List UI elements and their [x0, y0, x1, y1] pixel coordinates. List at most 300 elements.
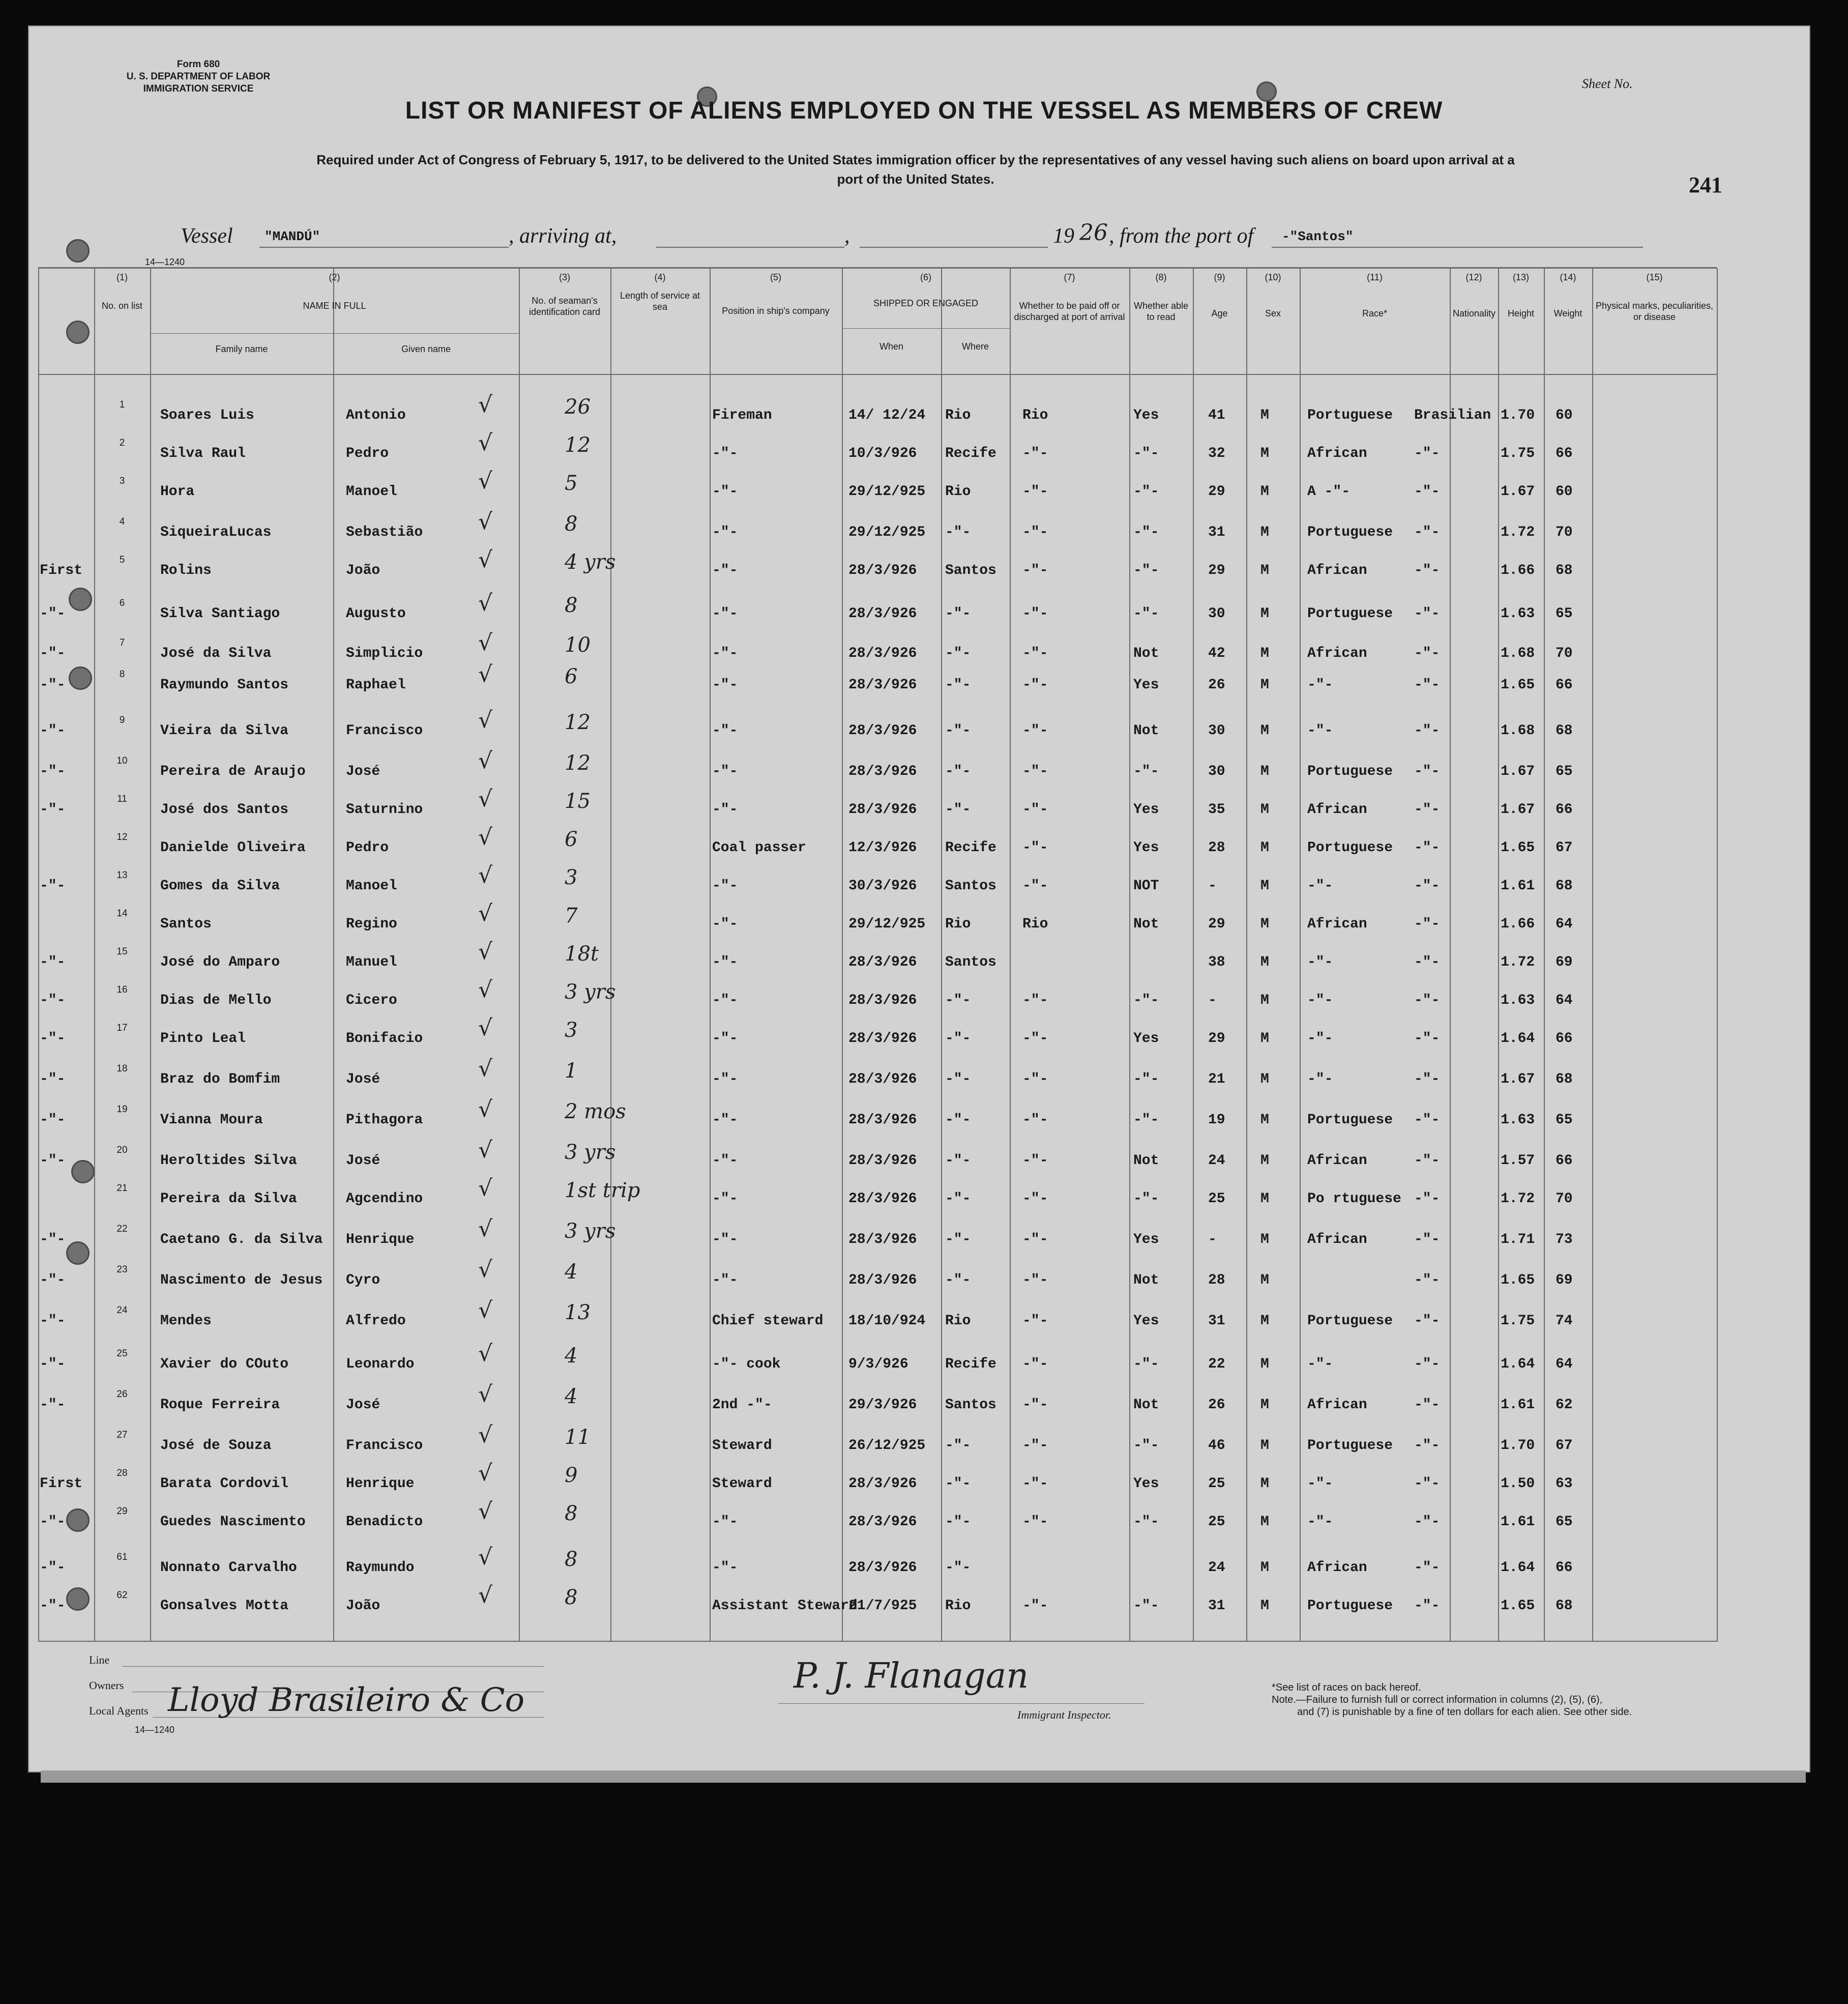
cell-age: 35: [1208, 802, 1225, 818]
cell-height: 1.63: [1501, 606, 1535, 622]
cell-race: Portuguese: [1307, 764, 1393, 779]
cell-where: -"-: [945, 606, 971, 622]
cell-given: José: [346, 1397, 380, 1413]
cell-position: -"-: [712, 1112, 738, 1128]
cell-family: José do Amparo: [160, 954, 280, 970]
cell-paid: -"-: [1022, 1071, 1048, 1087]
cell-position: -"- cook: [712, 1356, 781, 1372]
cell-height: 1.75: [1501, 1313, 1535, 1329]
row-number: 4: [119, 516, 125, 527]
checkmark-icon: √: [478, 630, 493, 656]
margin-note: -"-: [40, 954, 66, 970]
cell-weight: 66: [1556, 802, 1573, 818]
cell-position: -"-: [712, 764, 738, 779]
margin-note: -"-: [40, 646, 66, 661]
row-number: 6: [119, 598, 125, 608]
checkmark-icon: √: [478, 901, 493, 926]
margin-note: -"-: [40, 723, 66, 739]
cell-weight: 68: [1556, 1071, 1573, 1087]
margin-note: -"-: [40, 802, 66, 818]
column-header: Sex: [1265, 308, 1281, 318]
cell-sex: M: [1260, 916, 1269, 932]
cell-height: 1.61: [1501, 878, 1535, 894]
cell-read: -"-: [1133, 484, 1159, 500]
cell-when: 28/3/926: [848, 1514, 917, 1530]
cell-height: 1.63: [1501, 1112, 1535, 1128]
cell-paid: -"-: [1022, 677, 1048, 693]
cell-family: Barata Cordovil: [160, 1476, 289, 1492]
id-card-number: 8: [565, 512, 578, 536]
margin-note: -"-: [40, 1313, 66, 1329]
cell-read: -"-: [1133, 1438, 1159, 1454]
cell-weight: 62: [1556, 1397, 1573, 1413]
cell-weight: 68: [1556, 563, 1573, 578]
cell-height: 1.61: [1501, 1397, 1535, 1413]
cell-position: -"-: [712, 646, 738, 661]
cell-paid: -"-: [1022, 1438, 1048, 1454]
cell-when: 28/3/926: [848, 1232, 917, 1247]
name-subheader-line: [150, 333, 519, 334]
cell-height: 1.67: [1501, 764, 1535, 779]
cell-nationality: -"-: [1414, 764, 1440, 779]
row-number: 14: [116, 908, 128, 919]
column-header: Physical marks, peculiarities, or disease: [1595, 301, 1714, 322]
inspector-signature: P. J. Flanagan: [794, 1656, 1029, 1696]
cell-weight: 73: [1556, 1232, 1573, 1247]
cell-age: 42: [1208, 646, 1225, 661]
cell-read: Yes: [1133, 1476, 1159, 1492]
checkmark-icon: √: [478, 939, 493, 965]
cell-weight: 65: [1556, 1514, 1573, 1530]
cell-race: Po rtuguese: [1307, 1191, 1401, 1207]
id-card-number: 9: [565, 1464, 578, 1487]
checkmark-icon: √: [478, 1381, 493, 1407]
cell-sex: M: [1260, 1232, 1269, 1247]
cell-where: Rio: [945, 916, 971, 932]
cell-family: Heroltides Silva: [160, 1153, 297, 1169]
vessel-label: Vessel: [181, 224, 233, 248]
cell-sex: M: [1260, 1191, 1269, 1207]
cell-weight: 68: [1556, 723, 1573, 739]
cell-sex: M: [1260, 646, 1269, 661]
cell-sex: M: [1260, 1272, 1269, 1288]
cell-paid: -"-: [1022, 606, 1048, 622]
cell-age: 31: [1208, 1313, 1225, 1329]
checkmark-icon: √: [478, 1460, 493, 1486]
sheet-no-label: Sheet No.: [1582, 76, 1633, 91]
table-column-divider: [842, 268, 843, 1642]
cell-position: -"-: [712, 993, 738, 1008]
id-card-number: 12: [565, 433, 591, 457]
cell-paid: -"-: [1022, 764, 1048, 779]
cell-nationality: -"-: [1414, 1313, 1440, 1329]
column-number: (6): [920, 272, 931, 282]
cell-paid: Rio: [1022, 916, 1048, 932]
cell-where: -"-: [945, 677, 971, 693]
row-number: 28: [116, 1468, 128, 1478]
table-bottom-border: [38, 1641, 1717, 1642]
cell-race: -"-: [1307, 1071, 1333, 1087]
cell-family: Dias de Mello: [160, 993, 272, 1008]
cell-where: -"-: [945, 1071, 971, 1087]
cell-age: 22: [1208, 1356, 1225, 1372]
cell-where: -"-: [945, 1232, 971, 1247]
cell-sex: M: [1260, 1112, 1269, 1128]
cell-sex: M: [1260, 1153, 1269, 1169]
cell-race: Portuguese: [1307, 408, 1393, 423]
cell-when: 28/3/926: [848, 1153, 917, 1169]
year-prefix: 19: [1053, 224, 1074, 248]
cell-read: -"-: [1133, 1191, 1159, 1207]
cell-sex: M: [1260, 1356, 1269, 1372]
cell-height: 1.70: [1501, 408, 1535, 423]
column-number: (14): [1560, 272, 1576, 282]
cell-given: João: [346, 1598, 380, 1614]
cell-height: 1.72: [1501, 525, 1535, 540]
cell-given: Regino: [346, 916, 397, 932]
row-number: 19: [116, 1104, 128, 1115]
row-number: 9: [119, 715, 125, 725]
cell-race: -"-: [1307, 677, 1333, 693]
id-card-number: 18t: [565, 942, 599, 966]
footnote-fine-2: and (7) is punishable by a fine of ten dollars for each alien. See other side.: [1297, 1706, 1632, 1718]
cell-race: -"-: [1307, 723, 1333, 739]
row-number: 1: [119, 399, 125, 410]
cell-height: 1.65: [1501, 677, 1535, 693]
row-number: 26: [116, 1389, 128, 1400]
from-port: -"Santos": [1282, 229, 1354, 244]
cell-weight: 67: [1556, 1438, 1573, 1454]
department: U. S. DEPARTMENT OF LABOR: [126, 71, 271, 82]
cell-given: Cicero: [346, 993, 397, 1008]
table-column-divider: [710, 268, 711, 1642]
cell-height: 1.65: [1501, 1598, 1535, 1614]
row-number: 3: [119, 476, 125, 486]
cell-where: -"-: [945, 525, 971, 540]
cell-race: Portuguese: [1307, 606, 1393, 622]
cell-sex: M: [1260, 563, 1269, 578]
cell-paid: -"-: [1022, 1397, 1048, 1413]
cell-position: -"-: [712, 1232, 738, 1247]
cell-height: 1.67: [1501, 1071, 1535, 1087]
margin-note: -"-: [40, 878, 66, 894]
cell-nationality: -"-: [1414, 954, 1440, 970]
checkmark-icon: √: [478, 824, 493, 850]
cell-nationality: -"-: [1414, 446, 1440, 461]
cell-where: -"-: [945, 1438, 971, 1454]
cell-age: 29: [1208, 563, 1225, 578]
cell-paid: -"-: [1022, 1476, 1048, 1492]
cell-paid: -"-: [1022, 1313, 1048, 1329]
cell-race: Portuguese: [1307, 840, 1393, 856]
id-card-number: 12: [565, 751, 591, 775]
id-card-number: 13: [565, 1301, 591, 1324]
cell-given: José: [346, 764, 380, 779]
cell-sex: M: [1260, 1476, 1269, 1492]
id-card-number: 15: [565, 790, 591, 813]
cell-family: Pereira da Silva: [160, 1191, 297, 1207]
cell-paid: -"-: [1022, 802, 1048, 818]
page-title: LIST OR MANIFEST OF ALIENS EMPLOYED ON THE VESSEL AS MEMBERS OF CREW: [405, 97, 1443, 124]
id-card-number: 3 yrs: [565, 1219, 616, 1243]
cell-read: -"-: [1133, 1598, 1159, 1614]
cell-nationality: -"-: [1414, 677, 1440, 693]
cell-nationality: -"-: [1414, 1232, 1440, 1247]
cell-nationality: -"-: [1414, 802, 1440, 818]
cell-paid: -"-: [1022, 525, 1048, 540]
cell-given: Benadicto: [346, 1514, 423, 1530]
column-subheader: Given name: [401, 344, 451, 354]
cell-paid: -"-: [1022, 1272, 1048, 1288]
cell-weight: 65: [1556, 1112, 1573, 1128]
cell-where: -"-: [945, 1153, 971, 1169]
column-header: NAME IN FULL: [303, 301, 366, 311]
checkmark-icon: √: [478, 430, 493, 456]
cell-position: -"-: [712, 606, 738, 622]
cell-when: 26/12/925: [848, 1438, 926, 1454]
cell-sex: M: [1260, 840, 1269, 856]
column-number: (4): [654, 272, 666, 282]
cell-weight: 64: [1556, 993, 1573, 1008]
checkmark-icon: √: [478, 1175, 493, 1201]
row-number: 18: [116, 1063, 128, 1074]
cell-paid: -"-: [1022, 1153, 1048, 1169]
cell-weight: 60: [1556, 408, 1573, 423]
cell-nationality: -"-: [1414, 563, 1440, 578]
cell-age: 26: [1208, 677, 1225, 693]
cell-read: -"-: [1133, 446, 1159, 461]
cell-age: 30: [1208, 764, 1225, 779]
cell-height: 1.72: [1501, 954, 1535, 970]
cell-given: Raphael: [346, 677, 406, 693]
row-number: 61: [116, 1552, 128, 1562]
cell-paid: -"-: [1022, 878, 1048, 894]
cell-family: SiqueiraLucas: [160, 525, 272, 540]
cell-given: Pedro: [346, 446, 389, 461]
table-header-bottom: [38, 374, 1717, 375]
cell-family: Pinto Leal: [160, 1031, 246, 1047]
cell-sex: M: [1260, 606, 1269, 622]
cell-where: -"-: [945, 1560, 971, 1576]
column-number: (1): [116, 272, 128, 282]
cell-age: 24: [1208, 1153, 1225, 1169]
cell-when: 28/3/926: [848, 1112, 917, 1128]
cell-family: Hora: [160, 484, 195, 500]
cell-age: 25: [1208, 1476, 1225, 1492]
cell-position: -"-: [712, 1071, 738, 1087]
cell-nationality: -"-: [1414, 1191, 1440, 1207]
cell-read: Not: [1133, 1397, 1159, 1413]
cell-nationality: -"-: [1414, 1071, 1440, 1087]
cell-weight: 69: [1556, 954, 1573, 970]
column-header: Age: [1211, 308, 1228, 318]
cell-race: -"-: [1307, 1476, 1333, 1492]
column-number: (15): [1646, 272, 1663, 282]
cell-paid: Rio: [1022, 408, 1048, 423]
row-number: 11: [117, 794, 127, 804]
cell-given: Pithagora: [346, 1112, 423, 1128]
checkmark-icon: √: [478, 547, 493, 573]
cell-paid: -"-: [1022, 1232, 1048, 1247]
cell-sex: M: [1260, 954, 1269, 970]
cell-family: Nascimento de Jesus: [160, 1272, 323, 1288]
id-card-number: 8: [565, 1548, 578, 1571]
cell-position: -"-: [712, 484, 738, 500]
column-number: (10): [1265, 272, 1281, 282]
cell-position: -"-: [712, 1153, 738, 1169]
cell-sex: M: [1260, 802, 1269, 818]
cell-sex: M: [1260, 525, 1269, 540]
cell-family: Rolins: [160, 563, 212, 578]
cell-race: African: [1307, 446, 1367, 461]
sheet-lower-edge: [41, 1770, 1806, 1783]
cell-sex: M: [1260, 723, 1269, 739]
id-card-number: 8: [565, 594, 578, 617]
column-header: Nationality: [1453, 308, 1496, 318]
cell-read: Yes: [1133, 1031, 1159, 1047]
cell-position: -"-: [712, 1272, 738, 1288]
cell-paid: -"-: [1022, 993, 1048, 1008]
cell-sex: M: [1260, 993, 1269, 1008]
cell-weight: 66: [1556, 446, 1573, 461]
row-number: 15: [116, 946, 128, 957]
cell-weight: 63: [1556, 1476, 1573, 1492]
cell-when: 29/3/926: [848, 1397, 917, 1413]
cell-sex: M: [1260, 1071, 1269, 1087]
cell-position: -"-: [712, 802, 738, 818]
checkmark-icon: √: [478, 1297, 493, 1323]
id-card-number: 4: [565, 1344, 578, 1368]
cell-sex: M: [1260, 1313, 1269, 1329]
column-number: (13): [1512, 272, 1529, 282]
column-subheader: When: [879, 341, 904, 352]
cell-when: 29/12/925: [848, 525, 926, 540]
cell-weight: 66: [1556, 677, 1573, 693]
cell-when: 28/3/926: [848, 1191, 917, 1207]
cell-race: Portuguese: [1307, 1438, 1393, 1454]
cell-position: -"-: [712, 563, 738, 578]
form-header: [92, 59, 305, 95]
column-number: (2): [329, 272, 340, 282]
cell-age: 29: [1208, 1031, 1225, 1047]
margin-note: -"-: [40, 764, 66, 779]
cell-given: Bonifacio: [346, 1031, 423, 1047]
cell-race: Portuguese: [1307, 1313, 1393, 1329]
margin-note: -"-: [40, 1560, 66, 1576]
cell-height: 1.50: [1501, 1476, 1535, 1492]
checkmark-icon: √: [478, 977, 493, 1003]
cell-sex: M: [1260, 1514, 1269, 1530]
vessel-underline: [259, 247, 509, 248]
port-underline: [1272, 247, 1643, 248]
line-label: Line: [89, 1653, 110, 1666]
cell-family: Gomes da Silva: [160, 878, 280, 894]
cell-when: 28/3/926: [848, 1476, 917, 1492]
cell-position: 2nd -"-: [712, 1397, 772, 1413]
cell-when: 28/3/926: [848, 764, 917, 779]
cell-sex: M: [1260, 1560, 1269, 1576]
cell-sex: M: [1260, 764, 1269, 779]
cell-position: -"-: [712, 1191, 738, 1207]
cell-weight: 66: [1556, 1031, 1573, 1047]
row-number: 7: [119, 637, 125, 648]
cell-height: 1.71: [1501, 1232, 1535, 1247]
id-card-number: 3: [565, 866, 578, 889]
cell-family: Roque Ferreira: [160, 1397, 280, 1413]
id-card-number: 1: [565, 1059, 578, 1083]
cell-nationality: -"-: [1414, 1356, 1440, 1372]
cell-family: José de Souza: [160, 1438, 272, 1454]
cell-sex: M: [1260, 677, 1269, 693]
cell-position: -"-: [712, 1560, 738, 1576]
margin-note: -"-: [40, 1598, 66, 1614]
checkmark-icon: √: [478, 1257, 493, 1283]
cell-nationality: -"-: [1414, 606, 1440, 622]
cell-age: 24: [1208, 1560, 1225, 1576]
cell-read: Yes: [1133, 840, 1159, 856]
column-header: Length of service at sea: [620, 291, 700, 312]
cell-height: 1.72: [1501, 1191, 1535, 1207]
inspector-label: Immigrant Inspector.: [1017, 1708, 1111, 1721]
punch-hole: [71, 1160, 95, 1183]
cell-where: Recife: [945, 446, 996, 461]
cell-read: Yes: [1133, 677, 1159, 693]
id-card-number: 3: [565, 1019, 578, 1042]
cell-age: 28: [1208, 840, 1225, 856]
cell-read: Yes: [1133, 1232, 1159, 1247]
checkmark-icon: √: [478, 786, 493, 812]
id-card-number: 1st trip: [565, 1179, 640, 1202]
cell-when: 28/3/926: [848, 723, 917, 739]
id-card-number: 3 yrs: [565, 980, 616, 1004]
service: IMMIGRATION SERVICE: [143, 83, 254, 94]
cell-where: -"-: [945, 646, 971, 661]
cell-position: Coal passer: [712, 840, 806, 856]
cell-race: African: [1307, 646, 1367, 661]
column-subheader: Family name: [215, 344, 268, 354]
cell-race: Portuguese: [1307, 1112, 1393, 1128]
column-number: (8): [1155, 272, 1167, 282]
row-number: 62: [116, 1590, 128, 1601]
margin-note: -"-: [40, 606, 66, 622]
cell-age: 32: [1208, 446, 1225, 461]
print-code: 14—1240: [145, 257, 185, 267]
cell-nationality: Brasilian: [1414, 408, 1491, 423]
cell-age: 30: [1208, 723, 1225, 739]
cell-where: -"-: [945, 1514, 971, 1530]
table-column-divider: [38, 268, 39, 1642]
cell-nationality: -"-: [1414, 840, 1440, 856]
cell-weight: 68: [1556, 878, 1573, 894]
cell-when: 28/3/926: [848, 646, 917, 661]
cell-age: 41: [1208, 408, 1225, 423]
cell-family: Braz do Bomfim: [160, 1071, 280, 1087]
cell-height: 1.63: [1501, 993, 1535, 1008]
footer-print-code: 14—1240: [135, 1725, 175, 1735]
id-card-number: 11: [565, 1426, 591, 1449]
cell-nationality: -"-: [1414, 646, 1440, 661]
margin-note: -"-: [40, 1356, 66, 1372]
cell-height: 1.64: [1501, 1560, 1535, 1576]
cell-age: 46: [1208, 1438, 1225, 1454]
cell-height: 1.64: [1501, 1356, 1535, 1372]
cell-when: 29/12/925: [848, 484, 926, 500]
cell-weight: 69: [1556, 1272, 1573, 1288]
checkmark-icon: √: [478, 1137, 493, 1163]
cell-read: Yes: [1133, 408, 1159, 423]
id-card-number: 6: [565, 665, 578, 688]
id-card-number: 5: [565, 472, 578, 495]
